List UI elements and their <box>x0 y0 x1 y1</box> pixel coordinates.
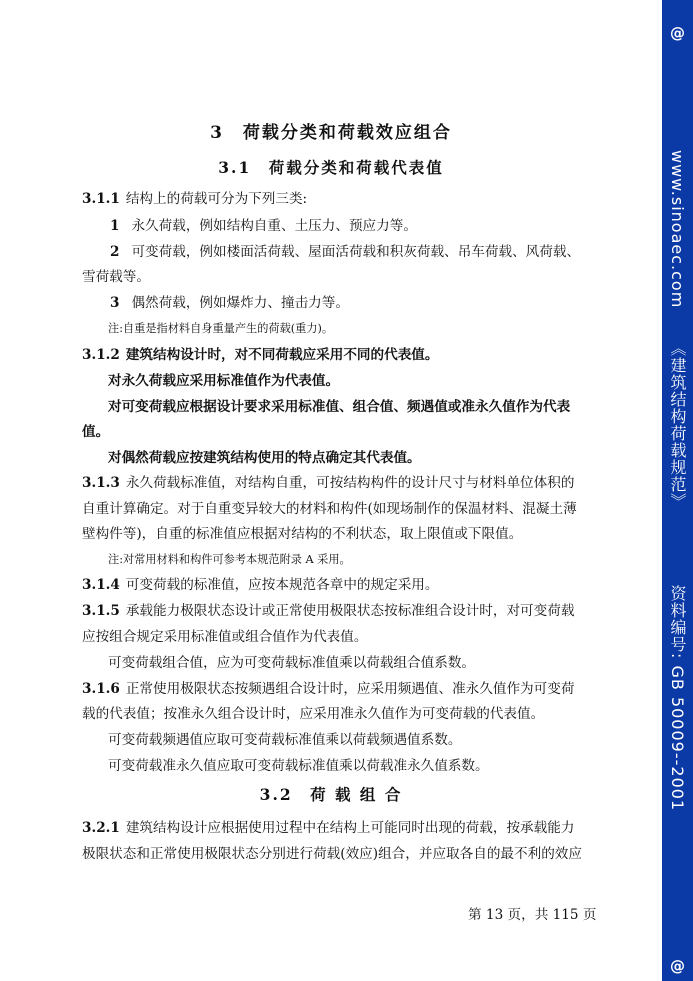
sidebar-book-title: 《建筑结构荷载规范》 <box>668 340 687 510</box>
paragraph-line <box>82 190 307 208</box>
item-number: 2 <box>110 244 120 260</box>
paragraph-line: 对永久荷载应采用标准值作为代表值。 <box>108 373 340 389</box>
clause-text: 结构上的荷载可分为下列三类: <box>125 191 308 207</box>
clause-text: 建筑结构设计时，对不同荷载应采用不同的代表值。 <box>125 347 439 363</box>
paragraph-line <box>82 576 439 594</box>
clause-number: 3.1.6 <box>82 681 120 697</box>
paragraph-line: 对可变荷载应根据设计要求采用标准值、组合值、频遇值或准永久值作为代表 <box>108 399 571 415</box>
item-text: 可变荷载，例如楼面活荷载、屋面活荷载和积灰荷载、吊车荷载、风荷载、 <box>131 244 581 260</box>
note: 注:自重是指材料自身重量产生的荷载(重力)。 <box>108 322 334 335</box>
paragraph-line: 应按组合规定采用标准值或组合值作为代表值。 <box>82 629 368 645</box>
paragraph-line <box>82 346 439 364</box>
clause-number: 3.1.4 <box>82 577 120 593</box>
paragraph-line: 可变荷载频遇值应取可变荷载标准值乘以荷载频遇值系数。 <box>108 732 462 748</box>
paragraph-line: 自重计算确定。对于自重变异较大的材料和构件(如现场制作的保温材料、混凝土薄 <box>82 501 577 517</box>
item-text: 偶然荷载，例如爆炸力、撞击力等。 <box>131 295 349 311</box>
page-footer: 第 13 页，共 115 页 <box>468 907 597 923</box>
sidebar-document-code: 资料编号: GB 50009--2001 <box>668 585 687 812</box>
clause-number: 3.1.2 <box>82 347 120 363</box>
paragraph-line: 壁构件等)，自重的标准值应根据对结构的不利状态，取上限值或下限值。 <box>82 526 523 542</box>
clause-number: 3.1.5 <box>82 603 120 619</box>
paragraph-line: 可变荷载组合值，应为可变荷载标准值乘以荷载组合值系数。 <box>108 655 476 671</box>
at-symbol-bottom: @ <box>670 957 685 975</box>
paragraph-line: 雪荷载等。 <box>82 269 150 285</box>
at-symbol-top: @ <box>670 24 685 42</box>
note: 注:对常用材料和构件可参考本规范附录 A 采用。 <box>108 553 351 566</box>
sidebar-url[interactable]: www.sinoaec.com <box>668 150 687 309</box>
clause-text: 正常使用极限状态按频遇组合设计时，应采用频遇值、准永久值作为可变荷 <box>125 681 575 697</box>
clause-text: 可变荷载的标准值，应按本规范各章中的规定采用。 <box>125 577 439 593</box>
paragraph-line: 载的代表值；按准永久组合设计时，应采用准永久值作为可变荷载的代表值。 <box>82 706 545 722</box>
paragraph-line <box>82 819 574 837</box>
paragraph-line: 对偶然荷载应按建筑结构使用的特点确定其代表值。 <box>108 450 421 466</box>
section-title: 3.2 荷 载 组 合 <box>259 785 403 804</box>
clause-number: 3.1.3 <box>82 475 120 491</box>
item-number: 3 <box>110 295 120 311</box>
item-text: 永久荷载，例如结构自重、土压力、预应力等。 <box>131 218 417 234</box>
clause-number: 3.1.1 <box>82 191 120 207</box>
chapter-title: 3 荷载分类和荷载效应组合 <box>210 123 452 143</box>
paragraph-line <box>82 602 574 620</box>
list-item <box>110 217 417 235</box>
item-number: 1 <box>110 218 120 234</box>
list-item <box>110 294 349 312</box>
paragraph-line <box>82 474 574 492</box>
clause-text: 建筑结构设计应根据使用过程中在结构上可能同时出现的荷载，按承载能力 <box>125 820 575 836</box>
clause-number: 3.2.1 <box>82 820 120 836</box>
list-item <box>110 243 580 261</box>
section-title: 3.1 荷载分类和荷载代表值 <box>218 158 444 177</box>
sidebar-strip <box>662 0 693 981</box>
paragraph-line <box>82 680 574 698</box>
clause-text: 承载能力极限状态设计或正常使用极限状态按标准组合设计时，对可变荷载 <box>125 603 575 619</box>
clause-text: 永久荷载标准值，对结构自重，可按结构构件的设计尺寸与材料单位体积的 <box>125 475 575 491</box>
paragraph-line: 极限状态和正常使用极限状态分别进行荷载(效应)组合，并应取各自的最不利的效应 <box>82 846 582 862</box>
paragraph-line: 值。 <box>82 424 110 440</box>
paragraph-line: 可变荷载准永久值应取可变荷载标准值乘以荷载准永久值系数。 <box>108 758 489 774</box>
